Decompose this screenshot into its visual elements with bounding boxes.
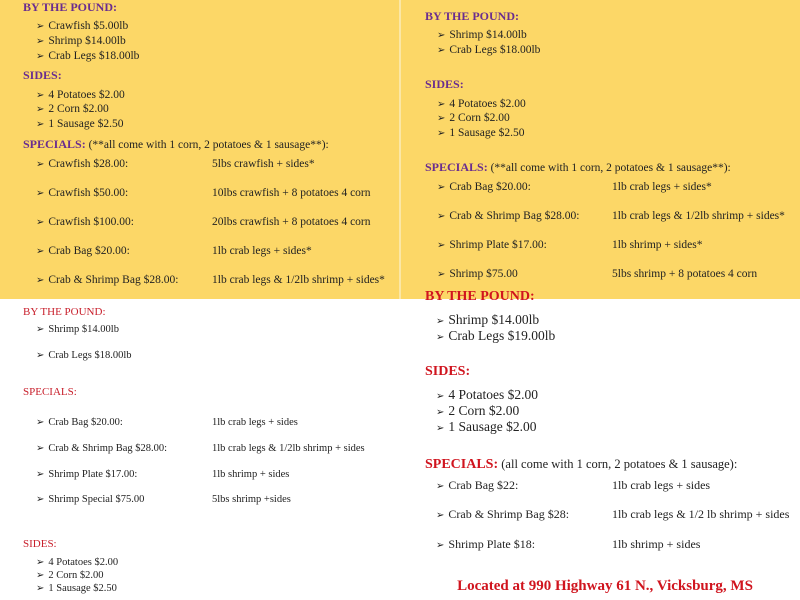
heading-sides: SIDES:	[425, 77, 464, 91]
special-row: ➢ Shrimp Plate $18:	[436, 537, 536, 551]
arrow-bullet-icon: ➢	[436, 540, 445, 551]
heading-sides: SIDES:	[23, 68, 62, 82]
special-row: ➢ Crawfish $28.00:	[36, 158, 129, 170]
arrow-bullet-icon: ➢	[36, 557, 45, 568]
special-row: ➢ Shrimp Plate $17.00:	[437, 239, 547, 251]
arrow-bullet-icon: ➢	[436, 423, 445, 434]
heading-by-the-pound: BY THE POUND:	[23, 0, 118, 14]
special-desc: 1lb crab legs + sides*	[212, 245, 312, 257]
arrow-bullet-icon: ➢	[437, 30, 446, 41]
list-item: ➢ 4 Potatoes $2.00	[36, 89, 125, 101]
special-row: ➢ Crawfish $50.00:	[36, 187, 129, 199]
list-item: ➢ 2 Corn $2.00	[436, 403, 520, 418]
list-item: ➢ Shrimp $14.00lb	[36, 35, 126, 47]
arrow-bullet-icon: ➢	[437, 182, 446, 193]
arrow-bullet-icon: ➢	[437, 269, 446, 280]
list-item: ➢ Shrimp $14.00lb	[436, 312, 540, 327]
list-item: ➢ 4 Potatoes $2.00	[436, 387, 539, 402]
arrow-bullet-icon: ➢	[36, 350, 45, 361]
arrow-bullet-icon: ➢	[36, 104, 45, 115]
list-item: ➢ Shrimp $14.00lb	[437, 29, 527, 41]
arrow-bullet-icon: ➢	[36, 469, 45, 480]
arrow-bullet-icon: ➢	[436, 510, 445, 521]
arrow-bullet-icon: ➢	[437, 45, 446, 56]
list-item: ➢ Shrimp $14.00lb	[36, 324, 119, 335]
arrow-bullet-icon: ➢	[36, 159, 45, 170]
arrow-bullet-icon: ➢	[436, 316, 445, 327]
special-row: ➢ Crab Bag $20.00:	[36, 417, 123, 428]
arrow-bullet-icon: ➢	[36, 21, 45, 32]
special-row: ➢ Shrimp Plate $17.00:	[36, 469, 138, 480]
heading-specials: SPECIALS:	[23, 386, 77, 398]
special-row: ➢ Crab & Shrimp Bag $28:	[436, 507, 570, 521]
list-item: ➢ 4 Potatoes $2.00	[437, 98, 526, 110]
special-desc: 1lb shrimp + sides*	[612, 239, 703, 251]
arrow-bullet-icon: ➢	[36, 324, 45, 335]
list-item: ➢ Crab Legs $18.00lb	[36, 50, 140, 62]
arrow-bullet-icon: ➢	[436, 481, 445, 492]
heading-specials: SPECIALS: (all come with 1 corn, 2 potatoes & 1 sausage):	[425, 457, 738, 472]
list-item: ➢ Crab Legs $18.00lb	[36, 350, 132, 361]
arrow-bullet-icon: ➢	[36, 90, 45, 101]
heading-sides: SIDES:	[425, 364, 471, 379]
special-desc: 1lb crab legs & 1/2lb shrimp + sides	[212, 443, 365, 454]
arrow-bullet-icon: ➢	[36, 570, 45, 581]
arrow-bullet-icon: ➢	[36, 51, 45, 62]
special-desc: 1lb shrimp + sides	[212, 469, 290, 480]
special-desc: 1lb crab legs + sides	[212, 417, 298, 428]
arrow-bullet-icon: ➢	[437, 211, 446, 222]
arrow-bullet-icon: ➢	[36, 417, 45, 428]
special-desc: 5lbs shrimp +sides	[212, 494, 291, 505]
special-desc: 1lb crab legs & 1/2lb shrimp + sides*	[612, 210, 785, 222]
special-row: ➢ Shrimp $75.00	[437, 268, 518, 280]
list-item: ➢ Crawfish $5.00lb	[36, 20, 129, 32]
heading-by-the-pound: BY THE POUND:	[425, 9, 520, 23]
arrow-bullet-icon: ➢	[36, 36, 45, 47]
special-row: ➢ Crab & Shrimp Bag $28.00:	[36, 443, 168, 454]
list-item: ➢ 1 Sausage $2.00	[436, 419, 537, 434]
special-desc: 5lbs shrimp + 8 potatoes 4 corn	[612, 268, 758, 280]
location-address: Located at 990 Highway 61 N., Vicksburg, MS	[457, 578, 753, 594]
arrow-bullet-icon: ➢	[36, 217, 45, 228]
special-desc: 1lb crab legs & 1/2 lb shrimp + sides	[612, 507, 790, 521]
list-item: ➢ 1 Sausage $2.50	[437, 127, 525, 139]
arrow-bullet-icon: ➢	[36, 443, 45, 454]
special-row: ➢ Shrimp Special $75.00	[36, 494, 145, 505]
heading-by-the-pound: BY THE POUND:	[425, 289, 535, 304]
arrow-bullet-icon: ➢	[437, 128, 446, 139]
special-desc: 1lb crab legs & 1/2lb shrimp + sides*	[212, 274, 385, 286]
arrow-bullet-icon: ➢	[36, 494, 45, 505]
special-desc: 10lbs crawfish + 8 potatoes 4 corn	[212, 187, 371, 199]
arrow-bullet-icon: ➢	[36, 188, 45, 199]
list-item: ➢ 2 Corn $2.00	[36, 570, 104, 581]
heading-specials: SPECIALS: (**all come with 1 corn, 2 potatoes & 1 sausage**):	[425, 160, 731, 174]
list-item: ➢ 2 Corn $2.00	[437, 112, 510, 124]
special-row: ➢ Crab Bag $22:	[436, 478, 519, 492]
arrow-bullet-icon: ➢	[436, 332, 445, 343]
arrow-bullet-icon: ➢	[436, 391, 445, 402]
list-item: ➢ 1 Sausage $2.50	[36, 118, 124, 130]
special-row: ➢ Crab & Shrimp Bag $28.00:	[36, 274, 179, 286]
special-desc: 1lb shrimp + sides	[612, 537, 701, 551]
special-row: ➢ Crawfish $100.00:	[36, 216, 134, 228]
arrow-bullet-icon: ➢	[36, 119, 45, 130]
heading-specials: SPECIALS: (**all come with 1 corn, 2 potatoes & 1 sausage**):	[23, 137, 329, 151]
special-desc: 1lb crab legs + sides*	[612, 181, 712, 193]
special-row: ➢ Crab Bag $20.00:	[437, 181, 531, 193]
special-desc: 5lbs crawfish + sides*	[212, 158, 315, 170]
list-item: ➢ Crab Legs $18.00lb	[437, 44, 541, 56]
arrow-bullet-icon: ➢	[36, 246, 45, 257]
special-desc: 20lbs crawfish + 8 potatoes 4 corn	[212, 216, 371, 228]
special-desc: 1lb crab legs + sides	[612, 478, 711, 492]
arrow-bullet-icon: ➢	[437, 240, 446, 251]
arrow-bullet-icon: ➢	[437, 99, 446, 110]
list-item: ➢ 2 Corn $2.00	[36, 103, 109, 115]
special-row: ➢ Crab & Shrimp Bag $28.00:	[437, 210, 580, 222]
arrow-bullet-icon: ➢	[436, 407, 445, 418]
list-item: ➢ Crab Legs $19.00lb	[436, 328, 556, 343]
heading-sides: SIDES:	[23, 538, 57, 550]
arrow-bullet-icon: ➢	[36, 275, 45, 286]
heading-by-the-pound: BY THE POUND:	[23, 306, 106, 318]
special-row: ➢ Crab Bag $20.00:	[36, 245, 130, 257]
list-item: ➢ 1 Sausage $2.50	[36, 583, 117, 594]
list-item: ➢ 4 Potatoes $2.00	[36, 557, 119, 568]
arrow-bullet-icon: ➢	[437, 113, 446, 124]
arrow-bullet-icon: ➢	[36, 583, 45, 594]
